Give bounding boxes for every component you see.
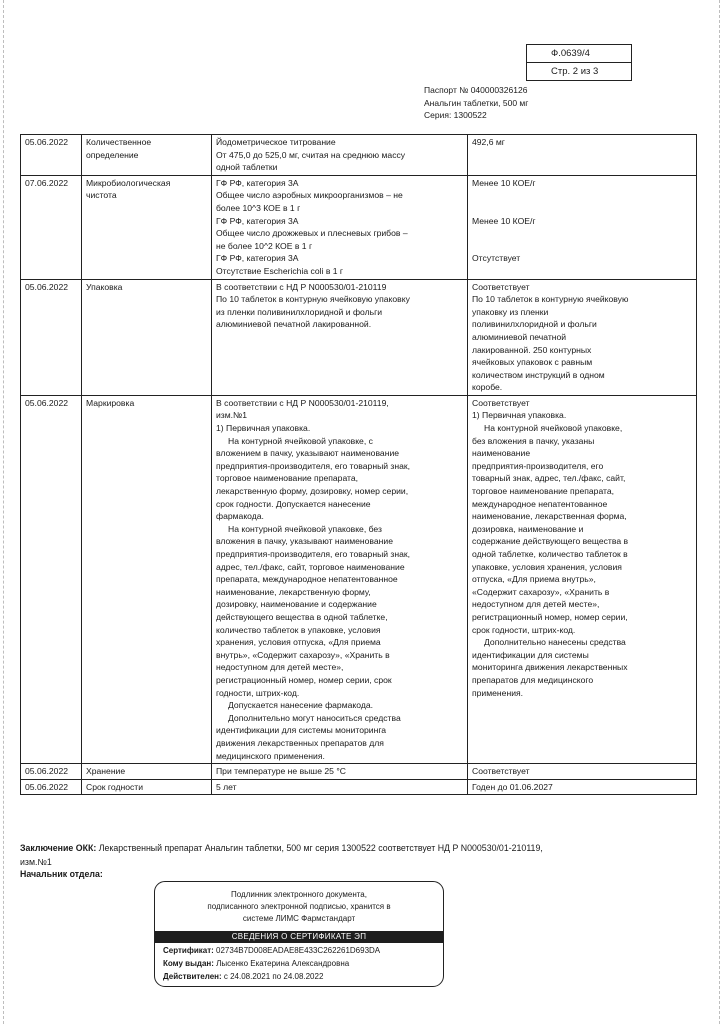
row-result: Соответствует [468, 764, 697, 780]
row-date: 05.06.2022 [21, 779, 82, 795]
product-name: Анальгин таблетки, 500 мг [424, 97, 529, 108]
table-row [21, 779, 697, 795]
stamp-certificate-header: СВЕДЕНИЯ О СЕРТИФИКАТЕ ЭП [155, 931, 443, 943]
row-method: В соответствии с НД Р N000530/01-210119, изм.№1 1) Первичная упаковка. На контурной ячейковой упаковке, с вложением в пачку, указывают наименование предприятия-производителя, его товарный знак, торговое наименование препарата, лекарственную форму, дозировку, номер серии, срок годности. Допускается нанесение фармакода. На контурной ячейковой упаковке, без вложения в пачку, указывают наименование предприятия-производителя, его товарный знак, адрес, тел./факс, сайт, торговое наименование препарата, международное непатентованное наименование, лекарственную форму, дозировку, наименование и содержание действующего вещества в одной таблетке, количество таблеток в упаковке, условия хранения, условия отпуска, «Для приема внутрь», «Содержит сахарозу», «Хранить в недоступном для детей месте», регистрационный номер, номер серии, срок годности, штрих-код. Допускается нанесение фармакода. Дополнительно могут наноситься средства идентификации для системы мониторинга движения лекарственных препаратов для медицинского применения. [212, 395, 468, 763]
department-head-label: Начальник отдела: [20, 869, 103, 879]
stamp-valid: Действителен: с 24.08.2021 по 24.08.2022 [163, 972, 324, 981]
table-row [21, 279, 697, 395]
electronic-signature-stamp [154, 881, 444, 987]
passport-number: Паспорт № 040000326126 [424, 85, 528, 95]
row-test-name: Микробиологическая чистота [82, 175, 212, 279]
row-date: 05.06.2022 [21, 395, 82, 763]
stamp-issued-to: Кому выдан: Лысенко Екатерина Александровна [163, 959, 350, 968]
conclusion-text: Лекарственный препарат Анальгин таблетки, 500 мг серия 1300522 соответствует НД Р N000530/01-210119, [96, 843, 543, 853]
row-result: Годен до 01.06.2027 [468, 779, 697, 795]
table-row [21, 764, 697, 780]
row-result: Соответствует 1) Первичная упаковка. На контурной ячейковой упаковке, без вложения в пачку, указаны наименование предприятия-производителя, его товарный знак, адрес, тел./факс, сайт, торговое наименование препарата, международное непатентованное наименование, лекарственная форма, дозировка, наименование и содержание действующего вещества в одной таблетке, количество таблеток в упаковке, условия хранения, условия отпуска, «Для приема внутрь», «Содержит сахарозу», «Хранить в недоступном для детей месте», регистрационный номер, номер серии, срок годности, штрих-код. Дополнительно нанесены средства идентификации для системы мониторинга движения лекарственных препаратов для медицинского применения. [468, 395, 697, 763]
conclusion-text-continued: изм.№1 [20, 857, 52, 867]
stamp-line-1: Подлинник электронного документа, [231, 890, 367, 899]
table-row [21, 395, 697, 763]
row-method: ГФ РФ, категория 3А Общее число аэробных микроорганизмов – не более 10^3 КОЕ в 1 г ГФ РФ, категория 3А Общее число дрожжевых и плесневых грибов – не более 10^2 КОЕ в 1 г ГФ РФ, категория 3А Отсутствие Escherichia coli в 1 г [212, 175, 468, 279]
row-method: 5 лет [212, 779, 468, 795]
row-result: 492,6 мг [468, 135, 697, 176]
row-result: Соответствует По 10 таблеток в контурную ячейковую упаковку из пленки поливинилхлоридной и фольги алюминиевой печатной лакированной. 250 контурных ячейковых упаковок с равным количеством инструкций в одном коробе. [468, 279, 697, 395]
table-row [21, 135, 697, 176]
scan-edge-right [719, 0, 720, 1024]
test-results-table [20, 134, 697, 795]
row-result: Менее 10 КОЕ/г Менее 10 КОЕ/г Отсутствует [468, 175, 697, 279]
row-date: 05.06.2022 [21, 764, 82, 780]
row-test-name: Маркировка [82, 395, 212, 763]
stamp-certificate: Сертификат: 02734B7D008EADAE8E433C262261D693DA [163, 946, 381, 955]
page-number: Стр. 2 из 3 [527, 62, 631, 80]
row-test-name: Количественное определение [82, 135, 212, 176]
stamp-line-3: системе ЛИМС Фармстандарт [242, 914, 356, 923]
row-date: 05.06.2022 [21, 135, 82, 176]
row-test-name: Хранение [82, 764, 212, 780]
scan-edge-left [3, 0, 4, 1024]
row-date: 05.06.2022 [21, 279, 82, 395]
qc-conclusion [20, 841, 600, 869]
form-code-box [526, 44, 632, 81]
row-method: При температуре не выше 25 °С [212, 764, 468, 780]
table-row [21, 175, 697, 279]
row-date: 07.06.2022 [21, 175, 82, 279]
passport-header [424, 84, 528, 122]
row-test-name: Упаковка [82, 279, 212, 395]
stamp-line-2: подписанного электронной подписью, хранится в [207, 902, 391, 911]
row-method: Йодометрическое титрование От 475,0 до 525,0 мг, считая на среднюю массу одной таблетки [212, 135, 468, 176]
batch-number: Серия: 1300522 [424, 110, 487, 120]
row-method: В соответствии с НД Р N000530/01-210119 По 10 таблеток в контурную ячейковую упаковку из пленки поливинилхлоридной и фольги алюминиевой печатной лакированной. [212, 279, 468, 395]
conclusion-label: Заключение ОКК: [20, 843, 97, 853]
form-code: Ф.0639/4 [551, 48, 590, 59]
row-test-name: Срок годности [82, 779, 212, 795]
